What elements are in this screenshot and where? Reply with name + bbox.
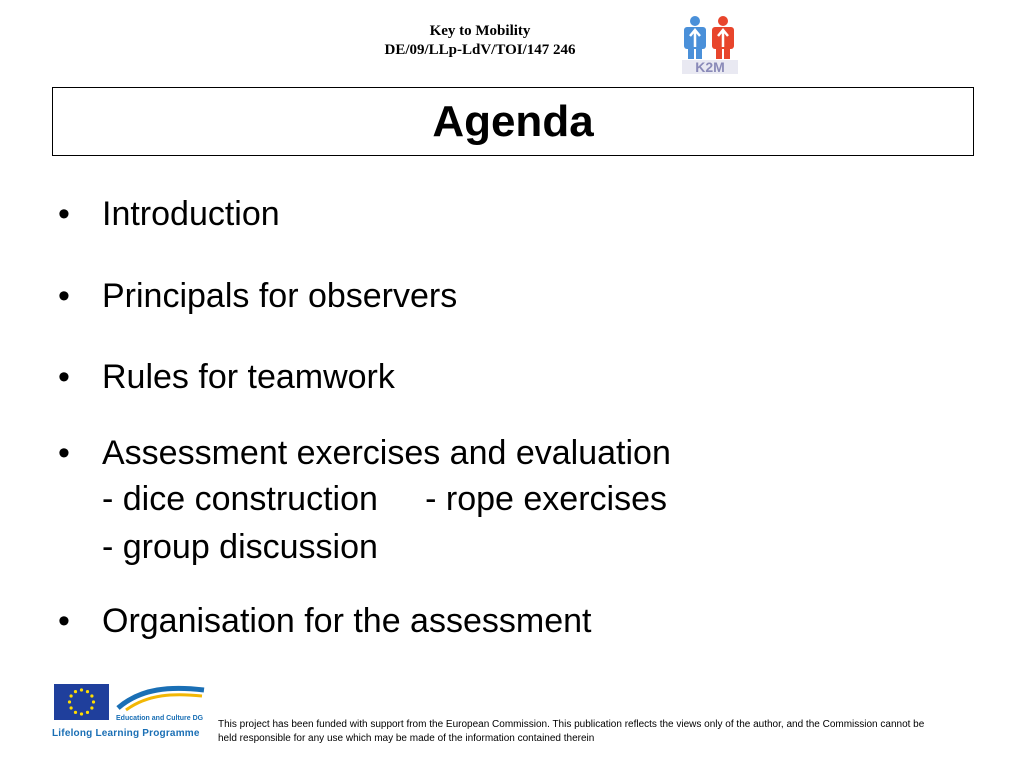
eu-flag-icon xyxy=(54,684,109,720)
agenda-item-text: Introduction xyxy=(102,195,280,233)
bullet: • xyxy=(58,602,70,640)
agenda-item-text: Organisation for the assessment xyxy=(102,602,592,640)
bullet: • xyxy=(58,434,70,472)
bullet: • xyxy=(58,277,70,315)
agenda-item-text: Rules for teamwork xyxy=(102,358,395,396)
agenda-subitem-exercises: - dice construction - rope exercises xyxy=(102,480,668,518)
dg-logo-text: Education and Culture DG xyxy=(116,715,204,722)
project-name: Key to Mobility xyxy=(429,23,531,39)
funding-disclaimer: This project has been funded with support from the European Commission. This publication reflects the views only of the author, and the Commission cannot be held responsible for any use which may be made of the information contained therein xyxy=(218,719,925,744)
bullet: • xyxy=(58,358,70,396)
llp-logo-text: Lifelong Learning Programme xyxy=(52,728,200,739)
title-box xyxy=(52,87,974,156)
k2m-logo-text: K2M xyxy=(695,59,725,75)
slide-title: Agenda xyxy=(432,96,594,146)
bullet: • xyxy=(58,195,70,233)
eu-programme-logos xyxy=(52,682,210,748)
slide-header xyxy=(330,22,630,60)
agenda-item-text: Assessment exercises and evaluation xyxy=(102,434,671,472)
agenda-item-text: Principals for observers xyxy=(102,277,458,315)
dg-swoosh-icon xyxy=(116,684,206,714)
k2m-logo-icon xyxy=(680,14,744,76)
project-code: DE/09/LLp-LdV/TOI/147 246 xyxy=(384,42,576,58)
agenda-subitem-discussion: - group discussion xyxy=(102,528,378,566)
